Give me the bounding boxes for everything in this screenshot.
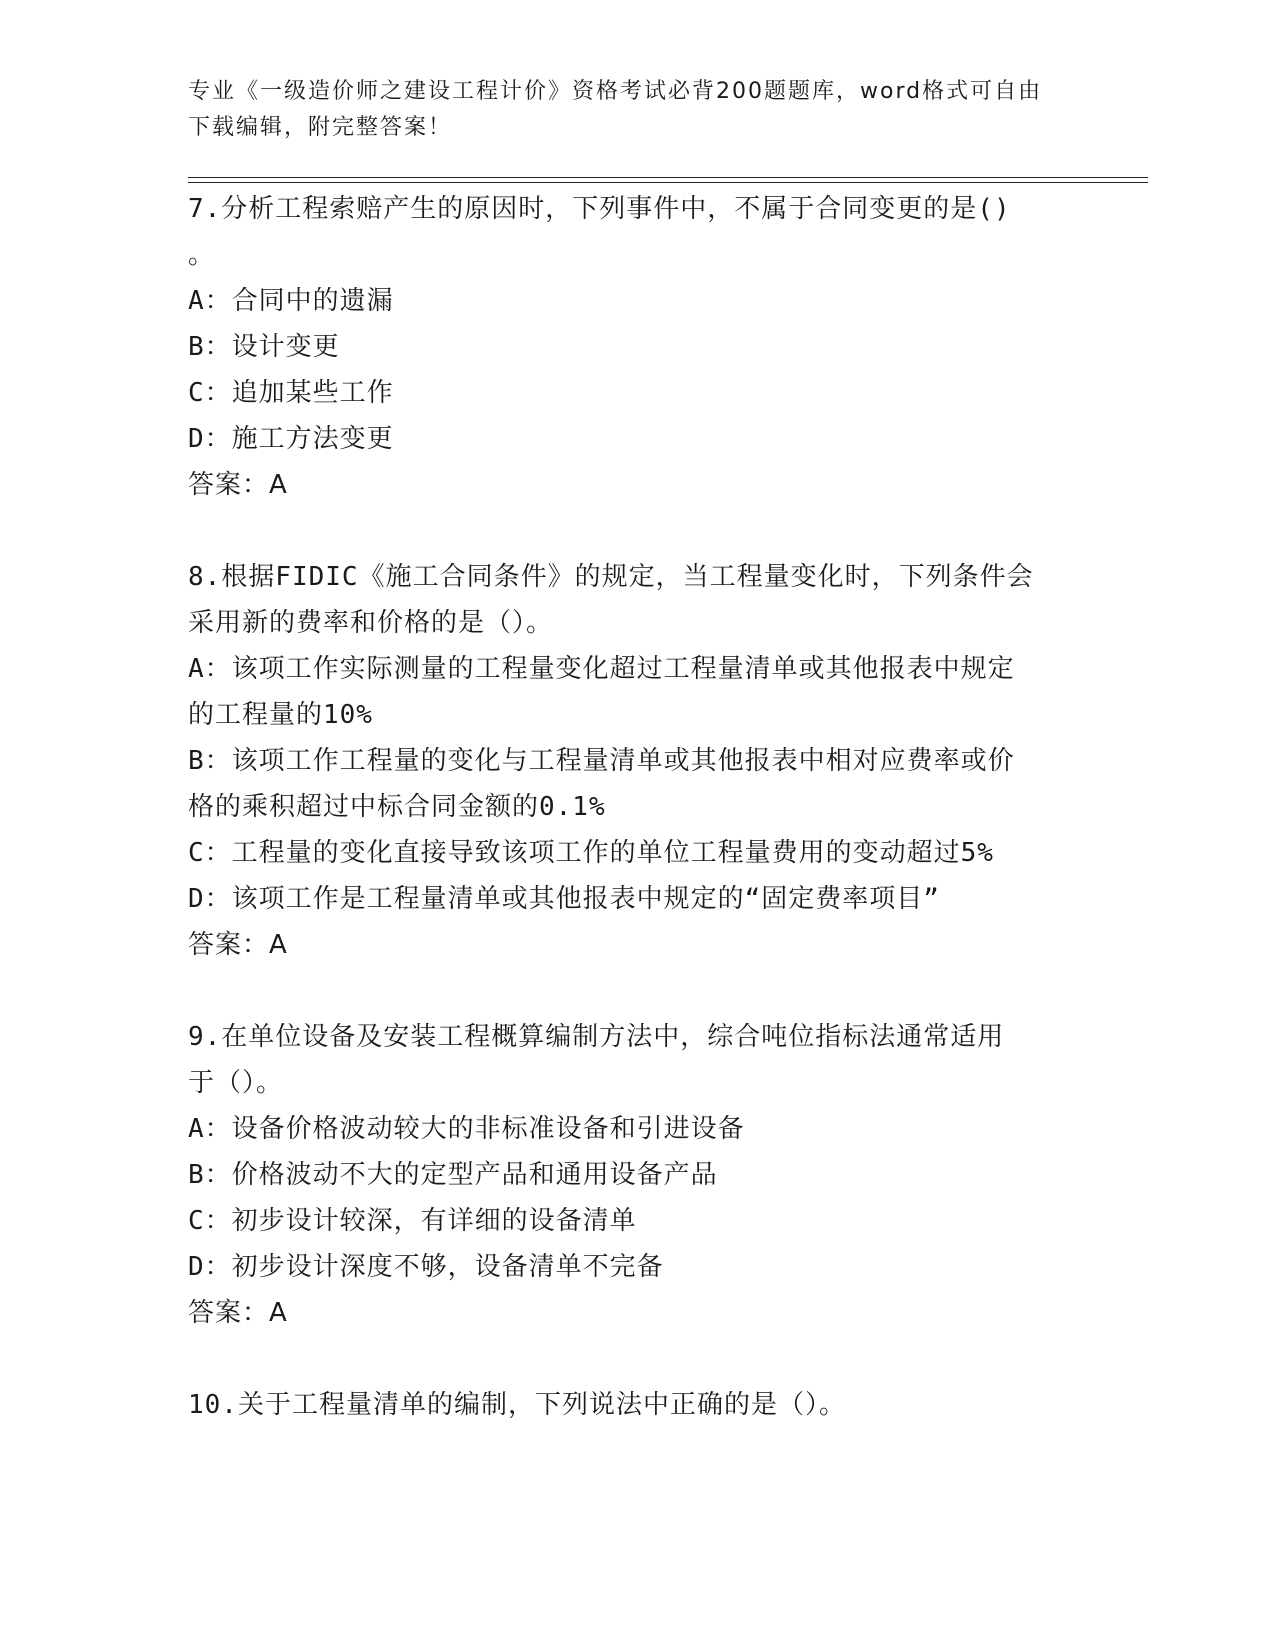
option-c: C：初步设计较深，有详细的设备清单 (188, 1206, 637, 1236)
question-stem-continued: 。 (188, 240, 216, 270)
option-c: C：工程量的变化直接导致该项工作的单位工程量费用的变动超过5% (188, 838, 994, 868)
question-10 (188, 1382, 1088, 1428)
option-a-continued: 的工程量的10% (188, 700, 373, 730)
option-a: A：合同中的遗漏 (188, 286, 394, 316)
option-b: B：价格波动不大的定型产品和通用设备产品 (188, 1160, 718, 1190)
answer-line: 答案：A (188, 470, 288, 500)
question-stem: 8.根据FIDIC《施工合同条件》的规定，当工程量变化时，下列条件会 (188, 562, 1034, 592)
option-c: C：追加某些工作 (188, 378, 394, 408)
option-d: D：该项工作是工程量清单或其他报表中规定的“固定费率项目” (188, 884, 940, 914)
spacer (188, 1336, 1088, 1382)
spacer (188, 968, 1088, 1014)
question-stem-continued: 于（）。 (188, 1068, 284, 1098)
spacer (188, 508, 1088, 554)
question-stem: 10.关于工程量清单的编制，下列说法中正确的是（）。 (188, 1390, 846, 1420)
question-list (188, 186, 1088, 1428)
question-stem: 9.在单位设备及安装工程概算编制方法中，综合吨位指标法通常适用 (188, 1022, 1005, 1052)
header-line-2: 下载编辑，附完整答案！ (188, 115, 453, 140)
document-header (188, 74, 1068, 146)
header-divider-bottom (188, 182, 1148, 183)
question-stem: 7.分析工程索赔产生的原因时，下列事件中，不属于合同变更的是() (188, 194, 1011, 224)
option-d: D：施工方法变更 (188, 424, 394, 454)
header-line-1: 专业《一级造价师之建设工程计价》资格考试必背200题题库，word格式可自由 (188, 79, 1043, 104)
answer-line: 答案：A (188, 1298, 288, 1328)
question-stem-continued: 采用新的费率和价格的是（）。 (188, 608, 554, 638)
question-9 (188, 1014, 1088, 1336)
option-a: A：设备价格波动较大的非标准设备和引进设备 (188, 1114, 745, 1144)
answer-line: 答案：A (188, 930, 288, 960)
option-a: A：该项工作实际测量的工程量变化超过工程量清单或其他报表中规定 (188, 654, 1015, 684)
question-7 (188, 186, 1088, 508)
header-divider-top (188, 177, 1148, 178)
option-b-continued: 格的乘积超过中标合同金额的0.1% (188, 792, 606, 822)
question-8 (188, 554, 1088, 968)
option-b: B：设计变更 (188, 332, 340, 362)
option-d: D：初步设计深度不够，设备清单不完备 (188, 1252, 664, 1282)
option-b: B：该项工作工程量的变化与工程量清单或其他报表中相对应费率或价 (188, 746, 1015, 776)
